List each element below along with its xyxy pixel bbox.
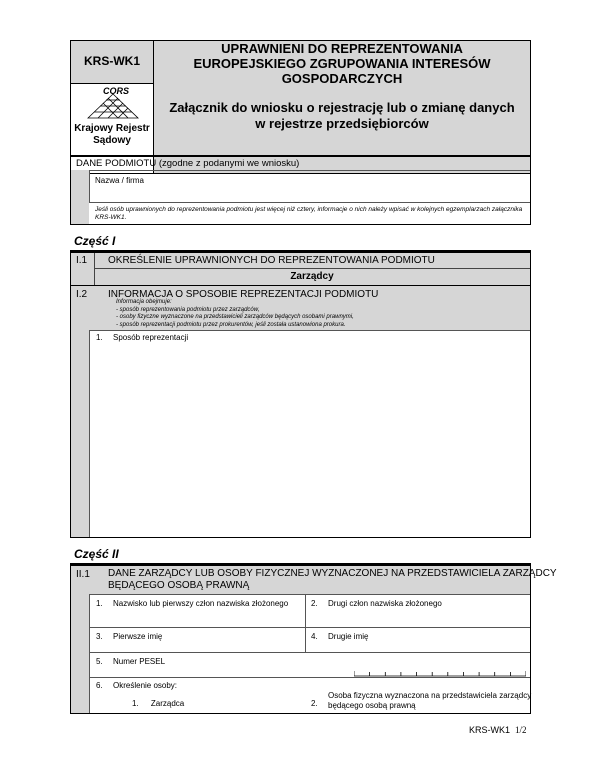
pesel-num: 5. bbox=[96, 657, 103, 666]
sposob-reprezentacji-label: Sposób reprezentacji bbox=[113, 333, 189, 342]
form-subtitle bbox=[154, 100, 530, 132]
pesel-input-boxes[interactable] bbox=[354, 664, 526, 672]
dane-podmiotu-left-margin bbox=[71, 170, 89, 224]
nazwisko-num: 1. bbox=[96, 599, 103, 608]
part2-left-margin bbox=[71, 594, 89, 713]
s2-info bbox=[116, 299, 516, 329]
drugi-czlon-num: 2. bbox=[311, 599, 318, 608]
ii1-num: II.1 bbox=[76, 569, 90, 580]
form-title-line-3: GOSPODARCZYCH bbox=[281, 71, 403, 86]
form-subtitle-line-1: Załącznik do wniosku o rejestrację lub o zmianę danych bbox=[169, 100, 515, 115]
option-osoba-fizyczna-line-2: będącego osobą prawną bbox=[328, 701, 416, 710]
ii1-title bbox=[108, 568, 557, 592]
s2-title: INFORMACJA O SPOSOBIE REPREZENTACJI PODMIOTU bbox=[108, 289, 379, 300]
logo-caption: Krajowy Rejestr Sądowy bbox=[74, 123, 150, 146]
option-osoba-fizyczna-label[interactable] bbox=[328, 691, 531, 711]
ii1-title-line-1: DANE ZARZĄDCY LUB OSOBY FIZYCZNEJ WYZNACZONEJ NA PRZEDSTAWICIELA ZARZĄDCY bbox=[108, 568, 557, 579]
okreslenie-osoby-num: 6. bbox=[96, 681, 103, 690]
dane-podmiotu-heading: DANE PODMIOTU (zgodne z podanymi we wniosku) bbox=[76, 158, 300, 169]
drugie-imie-num: 4. bbox=[311, 632, 318, 641]
s1-num: I.1 bbox=[76, 255, 88, 266]
s2-info-line-4: - sposób reprezentacji podmiotu przez prokurentów, jeśli została ustanowiona prokura. bbox=[116, 321, 346, 328]
form-code: KRS-WK1 bbox=[84, 54, 140, 68]
form-title-line-1: UPRAWNIENI DO REPREZENTOWANIA bbox=[221, 41, 463, 56]
logo-text: CORS bbox=[102, 86, 129, 96]
option-zarzadca-label: Zarządca bbox=[150, 699, 185, 708]
form-subtitle-line-2: w rejestrze przedsiębiorców bbox=[255, 116, 429, 131]
pierwsze-imie-num: 3. bbox=[96, 632, 103, 641]
part1-title: Część I bbox=[74, 234, 116, 248]
okreslenie-osoby-label: Określenie osoby: bbox=[113, 681, 178, 690]
s1-title: OKREŚLENIE UPRAWNIONYCH DO REPREZENTOWANIA PODMIOTU bbox=[108, 255, 435, 266]
option-osoba-fizyczna-num[interactable]: 2. bbox=[311, 699, 318, 708]
form-title-line-2: EUROPEJSKIEGO ZGRUPOWANIA INTERESÓW bbox=[193, 56, 491, 71]
s2-info-line-2: - sposób reprezentowania podmiotu przez zarządców, bbox=[116, 306, 260, 313]
drugi-czlon-label: Drugi człon nazwiska złożonego bbox=[328, 599, 442, 608]
form-title bbox=[154, 41, 530, 86]
nazwa-firma-label: Nazwa / firma bbox=[95, 176, 144, 185]
sposob-reprezentacji-num: 1. bbox=[96, 333, 103, 342]
pierwsze-imie-label: Pierwsze imię bbox=[113, 632, 163, 641]
s2-left-margin bbox=[71, 330, 89, 537]
footer-page: 1/2 bbox=[515, 725, 527, 735]
s2-num: I.2 bbox=[76, 289, 88, 300]
s1-zarzadcy-label: Zarządcy bbox=[290, 271, 334, 282]
nazwisko-label: Nazwisko lub pierwszy człon nazwiska złożonego bbox=[113, 599, 289, 608]
ii1-title-line-2: BĘDĄCEGO OSOBĄ PRAWNĄ bbox=[108, 580, 250, 591]
drugie-imie-label: Drugie imię bbox=[328, 632, 369, 641]
option-zarzadca[interactable] bbox=[132, 699, 184, 708]
s2-info-line-3: - osoby fizyczne wyznaczone na przedstawicieli zarządców będących osobami prawnymi, bbox=[116, 314, 354, 320]
s2-info-line-1: Informacja obejmuje: bbox=[116, 299, 172, 305]
dane-podmiotu-note: Jeśli osób uprawnionych do reprezentowania podmiotu jest więcej niż cztery, informacje o nich należy wpisać w kolejnych egzemplarzach załącznika KRS-WK1. bbox=[95, 206, 523, 221]
part2-title: Część II bbox=[74, 547, 119, 561]
option-osoba-fizyczna-line-1: Osoba fizyczna wyznaczona na przedstawiciela zarządcy bbox=[328, 691, 532, 700]
footer-code: KRS-WK1 bbox=[469, 725, 511, 735]
pesel-label: Numer PESEL bbox=[113, 657, 166, 666]
nazwa-firma-field[interactable] bbox=[89, 171, 530, 203]
sposob-reprezentacji-field[interactable] bbox=[89, 330, 530, 537]
option-zarzadca-num: 1. bbox=[132, 699, 139, 708]
